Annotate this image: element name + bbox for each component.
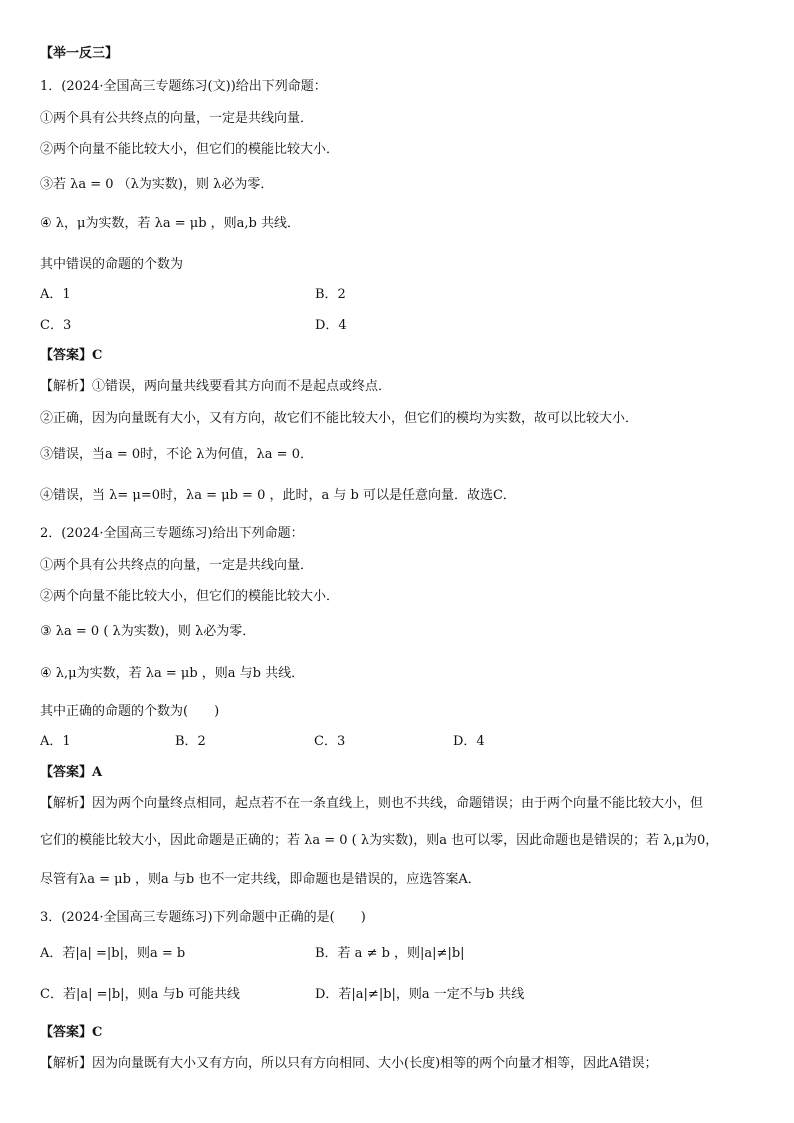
q2-question: 其中正确的命题的个数为( ) — [40, 704, 220, 719]
q1-option-b: B．2 — [315, 287, 346, 302]
q1-statement-1: ①两个具有公共终点的向量，一定是共线向量． — [40, 111, 314, 126]
q2-analysis-line: 它们的模能比较大小，因此命题是正确的；若 λa = 0 ( λ为实数)，则a 也可以零，因此命题也是错误的；若 λ,μ为0， — [40, 833, 719, 848]
q2-option-a: A．1 — [40, 734, 71, 749]
q3-answer: 【答案】C — [40, 1025, 103, 1040]
q3-option-b: B．若 a ≠ b ，则|a|≠|b| — [315, 946, 465, 961]
q1-statement-3: ③若 λa = 0 （λ为实数)，则 λ必为零． — [40, 177, 274, 192]
q3-stem: 3．(2024·全国高三专题练习)下列命题中正确的是( ) — [40, 910, 366, 925]
q2-stem: 2．(2024·全国高三专题练习)给出下列命题： — [40, 526, 304, 541]
q1-statement-2: ②两个向量不能比较大小，但它们的模能比较大小． — [40, 142, 340, 157]
q1-stem: 1．(2024·全国高三专题练习(文))给出下列命题： — [40, 79, 327, 94]
q2-answer: 【答案】A — [40, 765, 103, 780]
q1-statement-4: ④ λ，μ为实数，若 λa = μb ，则a,b 共线． — [40, 216, 300, 231]
q2-statement-4: ④ λ,μ为实数，若 λa = μb ，则a 与b 共线． — [40, 666, 305, 681]
q2-statement-1: ①两个具有公共终点的向量，一定是共线向量． — [40, 558, 314, 573]
q3-option-d: D．若|a|≠|b|，则a 一定不与b 共线 — [315, 987, 525, 1002]
q1-analysis-line: 【解析】①错误，两向量共线要看其方向而不是起点或终点． — [40, 379, 392, 394]
q2-option-c: C．3 — [314, 734, 346, 749]
q2-analysis-line: 尽管有λa = μb ，则a 与b 也不一定共线，即命题也是错误的，应选答案A． — [40, 872, 481, 887]
q1-option-c: C．3 — [40, 318, 72, 333]
q3-option-a: A．若|a| =|b|，则a = b — [40, 946, 186, 961]
q1-question: 其中错误的命题的个数为 — [40, 257, 184, 272]
q1-analysis-line: ②正确，因为向量既有大小，又有方向，故它们不能比较大小，但它们的模均为实数，故可以比较大小． — [40, 411, 639, 426]
q2-analysis-line: 【解析】因为两个向量终点相同，起点若不在一条直线上，则也不共线，命题错误；由于两个向量不能比较大小，但 — [40, 796, 704, 811]
q2-option-b: B．2 — [175, 734, 206, 749]
q2-statement-2: ②两个向量不能比较大小，但它们的模能比较大小． — [40, 589, 340, 604]
q1-option-a: A．1 — [40, 287, 71, 302]
section-title: 【举一反三】 — [40, 46, 119, 61]
q3-analysis-line: 【解析】因为向量既有大小又有方向，所以只有方向相同、大小(长度)相等的两个向量才相等，因此A错误； — [40, 1056, 658, 1071]
q1-answer: 【答案】C — [40, 348, 103, 363]
q2-statement-3: ③ λa = 0 ( λ为实数)，则 λ必为零． — [40, 624, 256, 639]
q1-option-d: D．4 — [315, 318, 347, 333]
q1-analysis-line: ③错误，当a = 0时，不论 λ为何值，λa = 0． — [40, 447, 313, 462]
q3-option-c: C．若|a| =|b|，则a 与b 可能共线 — [40, 987, 240, 1002]
q1-analysis-line: ④错误，当 λ= μ=0时，λa = μb = 0 ，此时，a 与 b 可以是任意向量．故选C． — [40, 488, 516, 503]
q2-option-d: D．4 — [453, 734, 485, 749]
